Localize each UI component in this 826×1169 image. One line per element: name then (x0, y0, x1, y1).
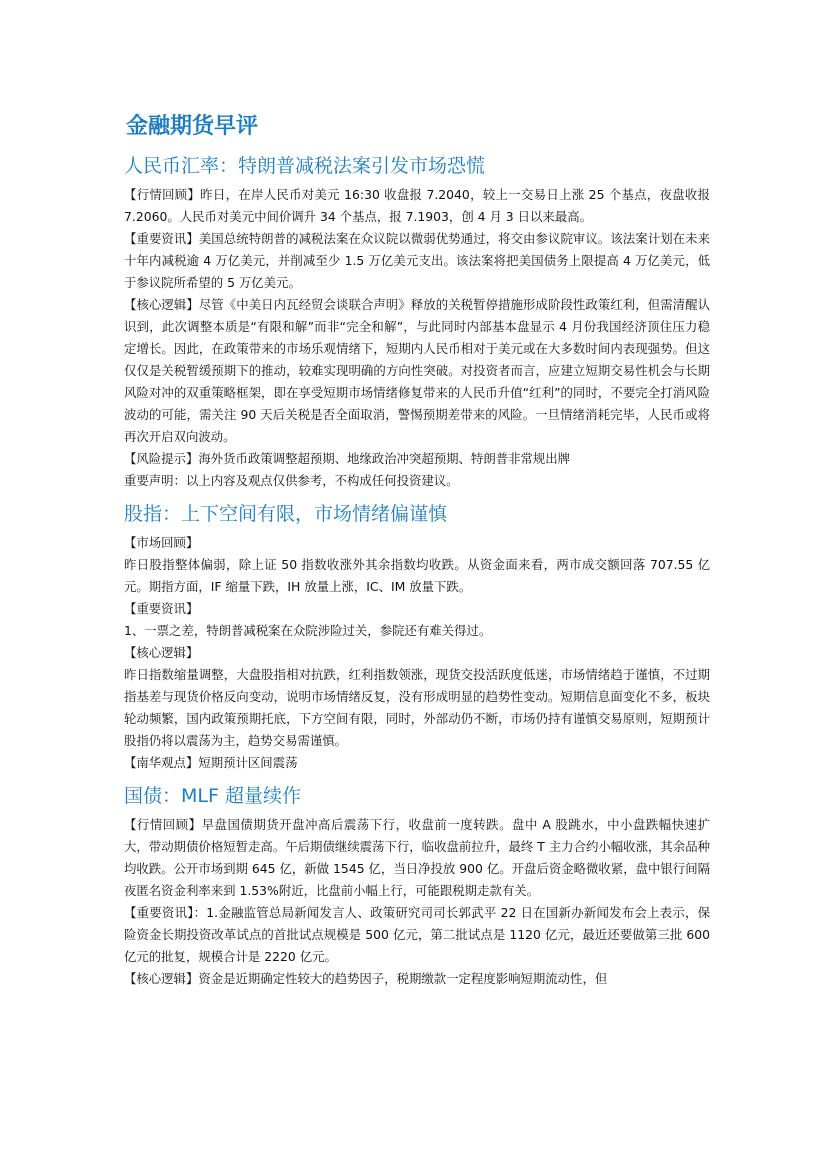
paragraph: 重要声明：以上内容及观点仅供参考，不构成任何投资建议。 (124, 473, 459, 488)
document-body (124, 100, 710, 990)
section-heading: 人民币汇率：特朗普减税法案引发市场恐慌 (124, 155, 486, 177)
paragraph: 昨日股指整体偏弱，除上证 50 指数收涨外其余指数均收跌。从资金面来看，两市成交额回落 707.55 亿元。期指方面，IF 缩量下跌，IH 放量上涨，IC、IM 放量下跌。 (124, 557, 710, 594)
paragraph: 【核心逻辑】资金是近期确定性较大的趋势因子，税期缴款一定程度影响短期流动性，但 (124, 971, 608, 986)
paragraph: 【重要资讯】 (124, 601, 199, 616)
paragraph: 【风险提示】海外货币政策调整超预期、地缘政治冲突超预期、特朗普非常规出牌 (124, 451, 571, 466)
section-heading: 国债：MLF 超量续作 (124, 785, 301, 807)
paragraph: 1、一票之差，特朗普减税案在众院涉险过关，参院还有难关得过。 (124, 623, 492, 638)
paragraph: 【核心逻辑】尽管《中美日内瓦经贸会谈联合声明》释放的关税暂停措施形成阶段性政策红利，但需清醒认识到，此次调整本质是“有限和解”而非“完全和解”，与此同时内部基本盘显示 4 月份我国经济顶住压力稳定增长。因此，在政策带来的市场乐观情绪下，短期内人民币相对于美元或在大多数时间内表现强势。但这仅仅是关税暂缓预期下的推动，较难实现明确的方向性突破。对投资者而言，应建立短期交易性机会与长期风险对冲的双重策略框架，即在享受短期市场情绪修复带来的人民币升值“红利”的同时，不要完全打消风险波动的可能，需关注 90 天后关税是否全面取消，警惕预期差带来的风险。一旦情绪消耗完毕，人民币或将再次开启双向波动。 (124, 297, 710, 444)
paragraph: 【行情回顾】昨日，在岸人民币对美元 16:30 收盘报 7.2040，较上一交易日上涨 25 个基点，夜盘收报 7.2060。人民币对美元中间价调升 34 个基点，报 7.1903，创 4 月 3 日以来最高。 (124, 187, 710, 224)
paragraph: 【南华观点】短期预计区间震荡 (124, 755, 298, 770)
section-treasury (124, 782, 710, 990)
page-title: 金融期货早评 (126, 114, 259, 139)
section-rmb (124, 152, 710, 492)
paragraph: 昨日指数缩量调整，大盘股指相对抗跌，红利指数领涨，现货交投活跃度低迷，市场情绪趋于谨慎，不过期指基差与现货价格反向变动，说明市场情绪反复，没有形成明显的趋势性变动。短期信息面变化不多，板块轮动频繁，国内政策预期托底，下方空间有限，同时，外部动仍不断，市场仍持有谨慎交易原则，短期预计股指仍将以震荡为主，趋势交易需谨慎。 (124, 667, 710, 748)
section-stock-index (124, 500, 710, 774)
paragraph: 【重要资讯】：1.金融监管总局新闻发言人、政策研究司司长郭武平 22 日在国新办新闻发布会上表示，保险资金长期投资改革试点的首批试点规模是 500 亿元，第二批试点是 1120 亿元，最近还要做第三批 600 亿元的批复，规模合计是 2220 亿元。 (124, 905, 710, 964)
paragraph: 【行情回顾】早盘国债期货开盘冲高后震荡下行，收盘前一度转跌。盘中 A 股跳水，中小盘跌幅快速扩大，带动期债价格短暂走高。午后期债继续震荡下行，临收盘前拉升，最终 T 主力合约小幅收涨，其余品种均收跌。公开市场到期 645 亿，新做 1545 亿，当日净投放 900 亿。开盘后资金略微收紧，盘中银行间隔夜匿名资金利率来到 1.53%附近，比盘前小幅上行，可能跟税期走款有关。 (124, 817, 710, 898)
paragraph: 【核心逻辑】 (124, 645, 199, 660)
paragraph: 【重要资讯】美国总统特朗普的减税法案在众议院以微弱优势通过，将交由参议院审议。该法案计划在未来十年内减税逾 4 万亿美元，并削减至少 1.5 万亿美元支出。该法案将把美国债务上限提高 4 万亿美元，低于参议院所希望的 5 万亿美元。 (124, 231, 710, 290)
section-heading: 股指：上下空间有限，市场情绪偏谨慎 (124, 503, 448, 525)
paragraph: 【市场回顾】 (124, 535, 199, 550)
